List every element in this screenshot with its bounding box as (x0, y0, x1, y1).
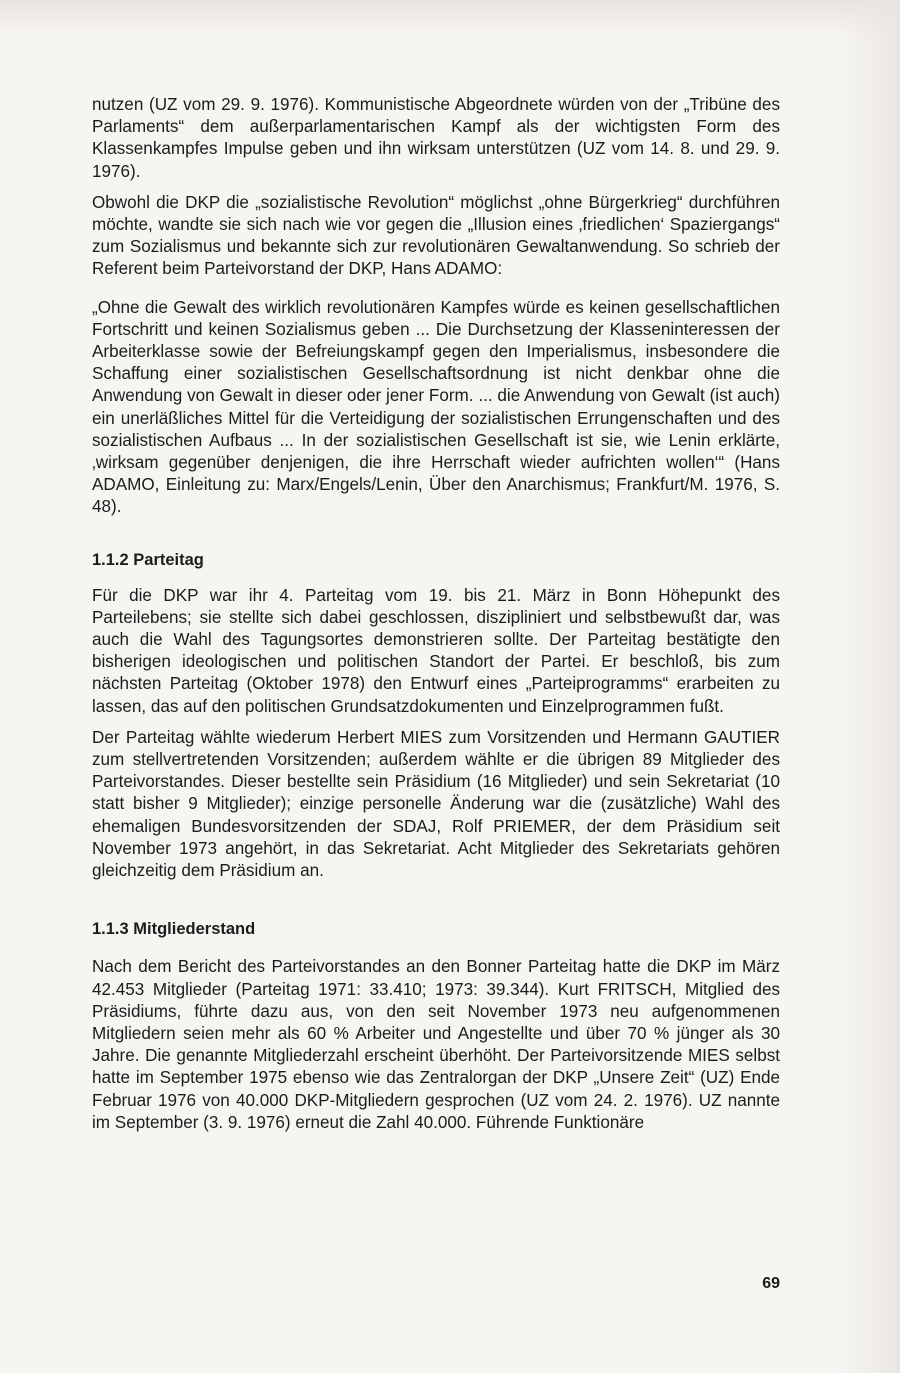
section-heading-mitgliederstand: 1.1.3 Mitgliederstand (92, 920, 256, 939)
paragraph-parteitag-2: Der Parteitag wählte wiederum Herbert MIES zum Vorsitzenden und Hermann GAUTIER zum stellvertretenden Vorsitzenden; außerdem wählte er die übrigen 89 Mitglieder des Parteivorstandes. Dieser bestellte sein Präsidium (16 Mitglieder) und sein Sekretariat (10 statt bisher 9 Mitglieder); einzige personelle Änderung war die (zusätzliche) Wahl des ehemaligen Bundesvorsitzenden der SDAJ, Rolf PRIEMER, der dem Präsidium seit November 1973 angehört, in das Sekretariat. Acht Mitglieder des Sekretariats gehören gleichzeitig dem Präsidium an. (92, 727, 780, 881)
paragraph-revolution: Obwohl die DKP die „sozialistische Revolution“ möglichst „ohne Bürgerkrieg“ durchführen möchte, wandte sie sich nach wie vor gegen die „Illusion eines ‚friedlichen‘ Spaziergangs“ zum Sozialismus und bekannte sich zur revolutionären Gewaltanwendung. So schrieb der Referent beim Parteivorstand der DKP, Hans ADAMO: (92, 192, 780, 279)
scan-shadow-top (0, 0, 900, 38)
section-heading-parteitag: 1.1.2 Parteitag (92, 550, 204, 569)
paragraph-parteitag-1: Für die DKP war ihr 4. Parteitag vom 19. bis 21. März in Bonn Höhepunkt des Parteilebens; sie stellte sich dabei geschlossen, diszipliniert und selbstbewußt dar, was auch die Wahl des Tagungsortes demonstrieren sollte. Der Parteitag bestätigte den bisherigen ideologischen und politischen Standort der Partei. Er beschloß, bis zum nächsten Parteitag (Oktober 1978) den Entwurf eines „Parteiprogramms“ erarbeiten zu lassen, das auf den politischen Grundsatzdokumenten und Einzelprogrammen fußt. (92, 585, 780, 716)
quote-adamo: „Ohne die Gewalt des wirklich revolutionären Kampfes würde es keinen gesellschaftlichen Fortschritt und keinen Sozialismus geben ... Die Durchsetzung der Klasseninteressen der Arbeiterklasse sowie der Befreiungskampf gegen den Imperialismus, insbesondere die Schaffung einer sozialistischen Gesellschaftsordnung ist nicht denkbar ohne die Anwendung von Gewalt in dieser oder jener Form. ... die Anwendung von Gewalt (ist auch) ein unerläßliches Mittel für die Verteidigung der sozialistischen Errungenschaften und des sozialistischen Aufbaus ... In der sozialistischen Gesellschaft ist sie, wie Lenin erklärte, ‚wirksam gegenüber denjenigen, die ihre Herrschaft wieder aufrichten wollen‘“ (Hans ADAMO, Einleitung zu: Marx/Engels/Lenin, Über den Anarchismus; Frankfurt/M. 1976, S. 48). (92, 297, 780, 517)
page-number: 69 (762, 1275, 780, 1292)
paragraph-uz-continuation: nutzen (UZ vom 29. 9. 1976). Kommunistische Abgeordnete würden von der „Tribüne des Parlaments“ dem außerparlamentarischen Kampf als der wichtigsten Form des Klassenkampfes Impulse geben und ihn wirksam unterstützen (UZ vom 14. 8. und 29. 9. 1976). (92, 95, 780, 181)
scan-shadow-right (840, 0, 900, 1373)
paragraph-mitgliederstand-1: Nach dem Bericht des Parteivorstandes an den Bonner Parteitag hatte die DKP im März 42.453 Mitglieder (Parteitag 1971: 33.410; 1973: 39.344). Kurt FRITSCH, Mitglied des Präsidiums, führte dazu aus, von den seit November 1973 neu aufgenommenen Mitgliedern seien mehr als 60 % Arbeiter und Angestellte und über 70 % jünger als 30 Jahre. Die genannte Mitgliederzahl erscheint überhöht. Der Parteivorsitzende MIES selbst hatte im September 1975 ebenso wie das Zentralorgan der DKP „Unsere Zeit“ (UZ) Ende Februar 1976 von 40.000 DKP-Mitgliedern gesprochen (UZ vom 24. 2. 1976). UZ nannte im September (3. 9. 1976) erneut die Zahl 40.000. Führende Funktionäre (92, 957, 780, 1132)
document-page (92, 94, 780, 1134)
